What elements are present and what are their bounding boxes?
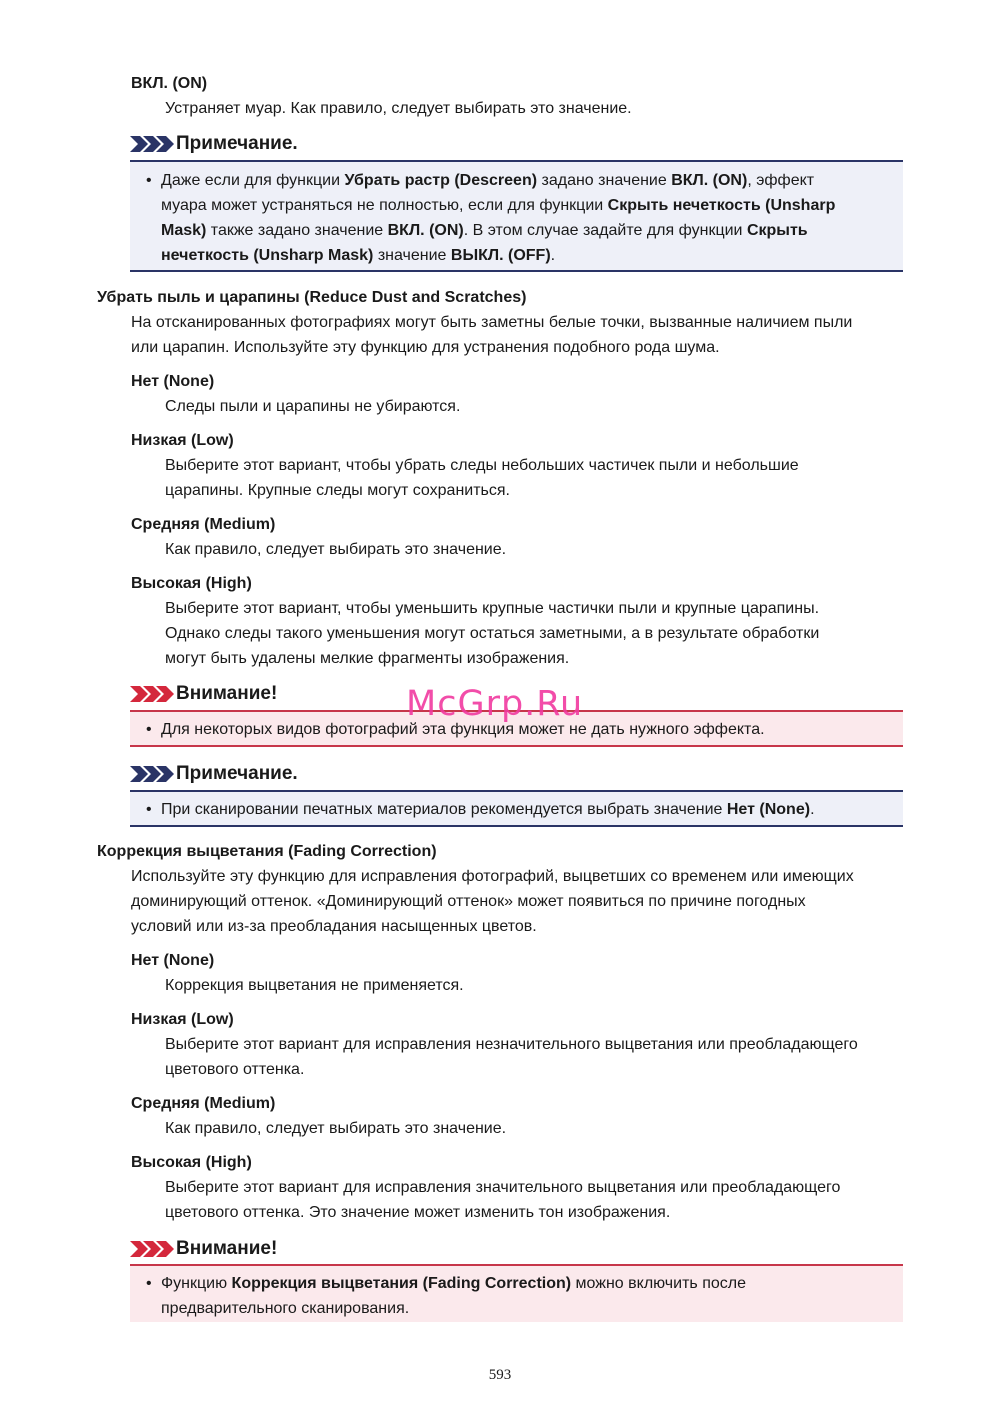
option-desc-low: Выберите этот вариант, чтобы убрать следы небольших частичек пыли и небольшие царапины. Крупные следы могут сохраниться. (165, 457, 799, 499)
watermark: McGrp.Ru (406, 684, 584, 724)
bullet-icon: • (146, 801, 152, 818)
note-arrows-icon (130, 136, 174, 152)
section-title-dust: Убрать пыль и царапины (Reduce Dust and Scratches) (97, 289, 527, 306)
option-desc-medium: Как правило, следует выбирать это значение. (165, 1120, 507, 1137)
option-term-low: Низкая (Low) (131, 432, 234, 449)
warning-text: Функцию Коррекция выцветания (Fading Correction) можно включить после предварительного сканирования. (161, 1275, 746, 1317)
page-number: 593 (488, 1367, 512, 1383)
option-term-high: Высокая (High) (131, 1154, 252, 1171)
note-box (130, 160, 903, 272)
option-desc-low: Выберите этот вариант для исправления незначительного выцветания или преобладающего цветового оттенка. (165, 1036, 858, 1078)
note-label: Примечание. (176, 763, 298, 784)
option-desc-none: Следы пыли и царапины не убираются. (165, 398, 461, 415)
warning-text: Для некоторых видов фотографий эта функция может не дать нужного эффекта. (161, 721, 765, 738)
section-intro-fading: Используйте эту функцию для исправления фотографий, выцветших со временем или имеющих доминирующий оттенок. «Доминирующий оттенок» может появиться по причине погодных условий или из-за преобладания насыщенных цветов. (131, 868, 854, 935)
note-text: При сканировании печатных материалов рекомендуется выбрать значение Нет (None). (161, 801, 815, 818)
note-box (130, 790, 903, 827)
note-text: Даже если для функции Убрать растр (Descreen) задано значение ВКЛ. (ON), эффект муара может устраняться не полностью, если для функции Скрыть нечеткость (Unsharp Mask) также задано значение ВКЛ. (ON). В этом случае задайте для функции Скрыть нечеткость (Unsharp Mask) значение ВЫКЛ. (OFF). (161, 172, 836, 264)
option-term-none: Нет (None) (131, 373, 215, 390)
option-desc-none: Коррекция выцветания не применяется. (165, 977, 464, 994)
option-term-high: Высокая (High) (131, 575, 252, 592)
warning-arrows-icon (130, 1241, 174, 1257)
note-label: Примечание. (176, 133, 298, 154)
section-title-fading: Коррекция выцветания (Fading Correction) (97, 843, 437, 860)
warning-header (130, 1235, 903, 1263)
option-term-low: Низкая (Low) (131, 1011, 234, 1028)
bullet-icon: • (146, 1275, 152, 1292)
option-desc-medium: Как правило, следует выбирать это значение. (165, 541, 507, 558)
warning-label: Внимание! (176, 1238, 278, 1259)
bullet-icon: • (146, 172, 152, 189)
option-term-none: Нет (None) (131, 952, 215, 969)
warning-arrows-icon (130, 686, 174, 702)
note-header (130, 760, 903, 788)
warning-label: Внимание! (176, 683, 278, 704)
option-desc-on: Устраняет муар. Как правило, следует выбирать это значение. (165, 100, 632, 117)
note-arrows-icon (130, 766, 174, 782)
note-header (130, 130, 903, 158)
option-desc-high: Выберите этот вариант для исправления значительного выцветания или преобладающего цветового оттенка. Это значение может изменить тон изображения. (165, 1179, 841, 1221)
option-term-medium: Средняя (Medium) (131, 1095, 276, 1112)
option-term-medium: Средняя (Medium) (131, 516, 276, 533)
option-term-on: ВКЛ. (ON) (131, 75, 208, 92)
section-intro-dust: На отсканированных фотографиях могут быть заметны белые точки, вызванные наличием пыли или царапин. Используйте эту функцию для устранения подобного рода шума. (131, 314, 853, 356)
option-desc-high: Выберите этот вариант, чтобы уменьшить крупные частички пыли и крупные царапины. Однако следы такого уменьшения могут остаться заметными, а в результате обработки могут быть удалены мелкие фрагменты изображения. (165, 600, 820, 667)
bullet-icon: • (146, 721, 152, 738)
warning-box (130, 1264, 903, 1322)
